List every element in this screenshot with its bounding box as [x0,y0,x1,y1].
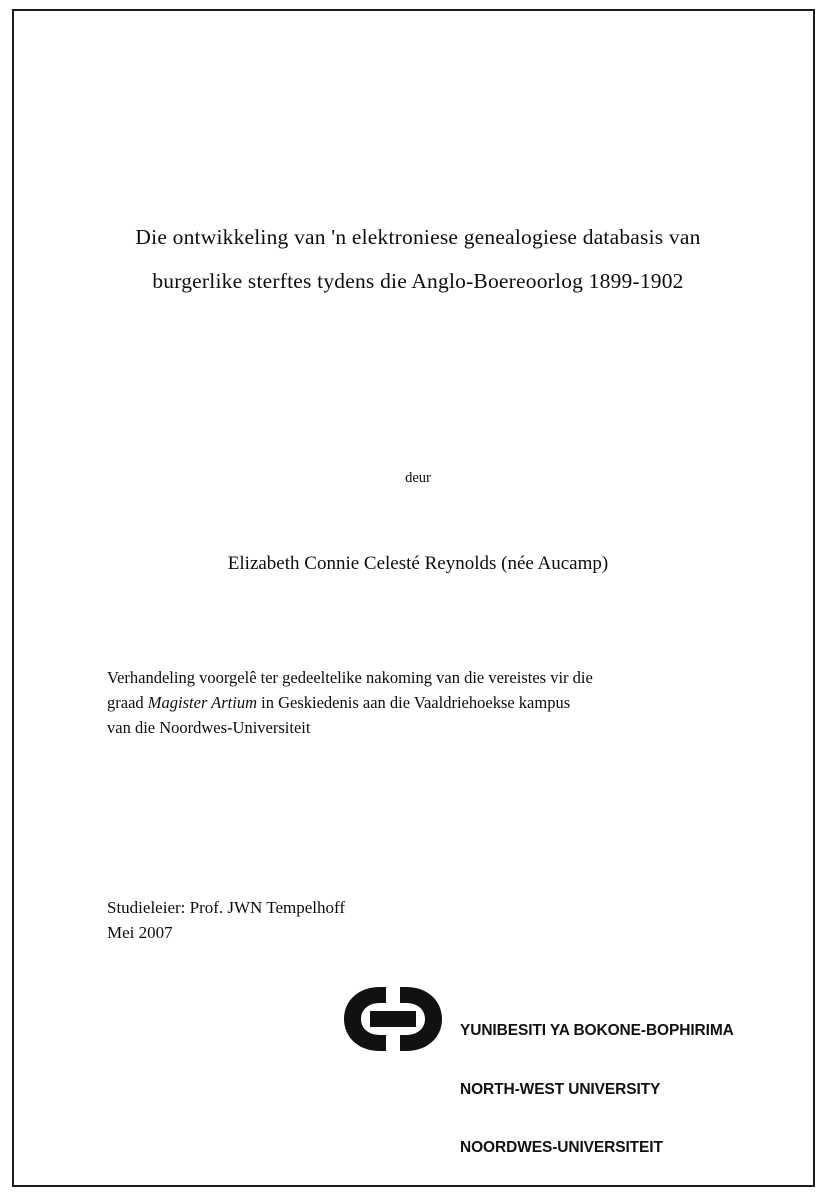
submission-date: Mei 2007 [107,923,173,942]
degree-statement-line-2 [107,690,729,715]
degree-statement-line-3: van die Noordwes-Universiteit [107,718,311,737]
degree-statement-line-1: Verhandeling voorgelê ter gedeeltelike nakoming van die vereistes vir die [107,668,593,687]
logo-line-2: NORTH-WEST UNIVERSITY [460,1080,661,1098]
degree-statement-line-2-post: in Geskiedenis aan die Vaaldriehoekse kampus [257,693,571,712]
logo-text-block [460,982,734,1197]
logo-line-1: YUNIBESITI YA BOKONE-BOPHIRIMA [460,1022,734,1039]
university-logo [245,980,734,1156]
author-name: Elizabeth Connie Celesté Reynolds (née Aucamp) [227,553,609,574]
supervisor-block [107,895,729,945]
thesis-title [103,215,733,303]
title-line-2: burgerlike sterftes tydens die Anglo-Boereoorlog 1899-1902 [152,269,684,293]
logo-line-3: NOORDWES-UNIVERSITEIT [460,1139,663,1156]
by-label: deur [405,470,431,486]
degree-statement-line-2-pre: graad [107,693,148,712]
title-line-1: Die ontwikkeling van 'n elektroniese genealogiese databasis van [135,225,701,249]
supervisor-name: Studieleier: Prof. JWN Tempelhoff [107,898,346,917]
title-page-content [95,40,735,1156]
degree-name-italic: Magister Artium [147,693,258,712]
nwu-logo-mark-icon [340,983,448,1055]
degree-statement [107,665,729,740]
